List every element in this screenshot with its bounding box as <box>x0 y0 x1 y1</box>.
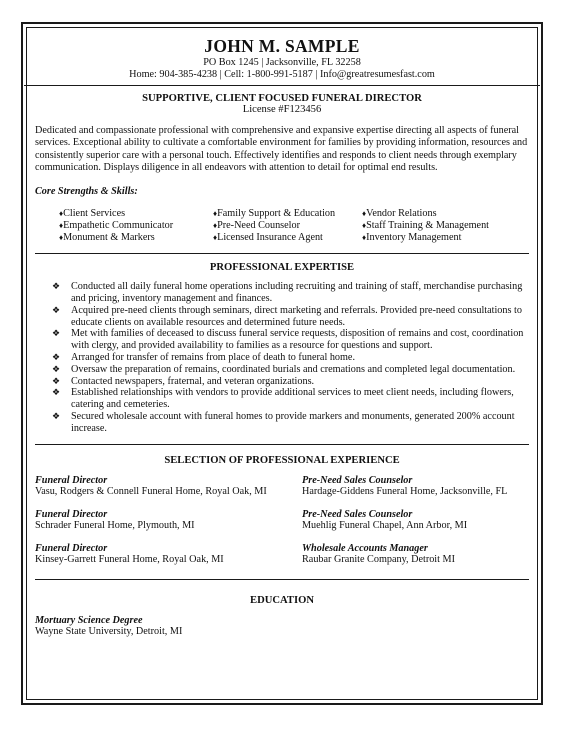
job-title: Pre-Need Sales Counselor <box>302 508 413 520</box>
section-divider <box>35 444 529 445</box>
job-title: Pre-Need Sales Counselor <box>302 474 413 486</box>
diamond-bullet-icon: ❖ <box>52 363 61 374</box>
skill-item: ♦ Pre-Need Counselor <box>213 220 362 232</box>
diamond-bullet-icon: ❖ <box>52 352 61 363</box>
job-entry <box>35 543 302 566</box>
job-entry <box>35 509 302 532</box>
experience-heading: SELECTION OF PROFESSIONAL EXPERIENCE <box>164 454 400 466</box>
license-number: License #F123456 <box>242 104 322 115</box>
skill-item: ♦ Monument & Markers <box>59 232 213 244</box>
experience-left-column <box>35 475 302 577</box>
education-heading: EDUCATION <box>250 594 314 606</box>
job-entry <box>302 543 532 566</box>
expertise-item: ❖ Contacted newspapers, fraternal, and veteran organizations. <box>52 375 315 387</box>
resume-inner-border <box>26 27 538 700</box>
diamond-bullet-icon: ❖ <box>52 304 61 315</box>
diamond-bullet-icon: ❖ <box>52 281 61 292</box>
degree-title: Mortuary Science Degree <box>35 614 143 626</box>
expertise-item: ❖ Arranged for transfer of remains from place of death to funeral home. <box>52 352 355 364</box>
job-entry <box>302 509 532 532</box>
address-line: PO Box 1245 | Jacksonville, FL 32258 <box>203 57 361 68</box>
header-divider <box>24 85 540 86</box>
experience-right-column <box>302 475 532 577</box>
expertise-heading: PROFESSIONAL EXPERTISE <box>209 262 355 274</box>
phone-email-line: Home: 904-385-4238 | Cell: 1-800-991-5187 | Info@greatresumesfast.com <box>129 69 435 80</box>
section-divider <box>35 579 529 580</box>
job-entry <box>302 475 532 498</box>
expertise-item: ❖ Established relationships with vendors to provide additional services to meet client needs, including flowers, catering and cemeteries. <box>52 387 514 411</box>
section-divider <box>35 253 529 254</box>
job-employer: Hardage-Giddens Funeral Home, Jacksonville, FL <box>302 486 508 498</box>
skill-item: ♦ Vendor Relations <box>362 208 512 220</box>
expertise-item: ❖ Secured wholesale account with funeral homes to provide markers and monuments, generated 200% account increase. <box>52 411 515 434</box>
skills-grid <box>59 208 529 245</box>
job-employer: Vasu, Rodgers & Connell Funeral Home, Royal Oak, MI <box>35 486 267 498</box>
skill-item: ♦ Licensed Insurance Agent <box>213 232 362 244</box>
skill-item: ♦ Inventory Management <box>362 232 512 244</box>
resume-content <box>35 28 529 638</box>
school-name: Wayne State University, Detroit, MI <box>35 626 183 638</box>
expertise-item: ❖ Conducted all daily funeral home operations including recruiting and training of staff, merchandise purchasing and pricing, inventory management and finances. <box>52 281 523 305</box>
job-employer: Muehlig Funeral Chapel, Ann Arbor, MI <box>302 520 468 532</box>
candidate-name: JOHN M. SAMPLE <box>204 36 360 56</box>
skill-item: ♦ Client Services <box>59 208 213 220</box>
job-title: Funeral Director <box>35 474 108 486</box>
experience-grid <box>35 475 529 577</box>
diamond-bullet-icon: ❖ <box>52 411 61 421</box>
headline-title: SUPPORTIVE, CLIENT FOCUSED FUNERAL DIRECTOR <box>142 93 422 104</box>
job-title: Funeral Director <box>35 542 108 554</box>
job-title: Funeral Director <box>35 508 108 520</box>
skill-item: ♦ Family Support & Education <box>213 208 362 220</box>
diamond-bullet-icon: ❖ <box>52 328 61 339</box>
job-employer: Schrader Funeral Home, Plymouth, MI <box>35 520 195 532</box>
expertise-item: ❖ Oversaw the preparation of remains, coordinated burials and cremations and completed legal documentation. <box>52 363 516 375</box>
strengths-heading: Core Strengths & Skills: <box>35 185 138 197</box>
job-title: Wholesale Accounts Manager <box>302 542 428 554</box>
job-entry <box>35 475 302 498</box>
resume-page <box>21 22 543 705</box>
expertise-item: ❖ Met with families of deceased to discuss funeral service requests, disposition of remains and cost, coordination with clergy, and provided availability to families as a resource for questions and support. <box>52 328 524 352</box>
job-employer: Kinsey-Garrett Funeral Home, Royal Oak, MI <box>35 554 224 566</box>
skill-item: ♦ Staff Training & Management <box>362 220 512 232</box>
job-employer: Raubar Granite Company, Detroit MI <box>302 554 455 566</box>
summary-paragraph: Dedicated and compassionate professional with comprehensive and expansive expertise directing all aspects of funeral services. Exceptional ability to cultivate a comfortable environment for families by providing information, resources and consistently superior care with a personal touch. Effectively identifies and responds to client needs through exemplary communication. Displays diligence in all endeavors with attention to detail for optimal end results. <box>35 125 528 174</box>
skill-item: ♦ Empathetic Communicator <box>59 220 213 232</box>
expertise-list <box>35 281 529 434</box>
expertise-item: ❖ Acquired pre-need clients through seminars, direct marketing and referrals. Provided pre-need consultations to educate clients on available resources and determined future needs. <box>52 304 522 328</box>
diamond-bullet-icon: ❖ <box>52 387 61 398</box>
diamond-bullet-icon: ❖ <box>52 375 61 386</box>
